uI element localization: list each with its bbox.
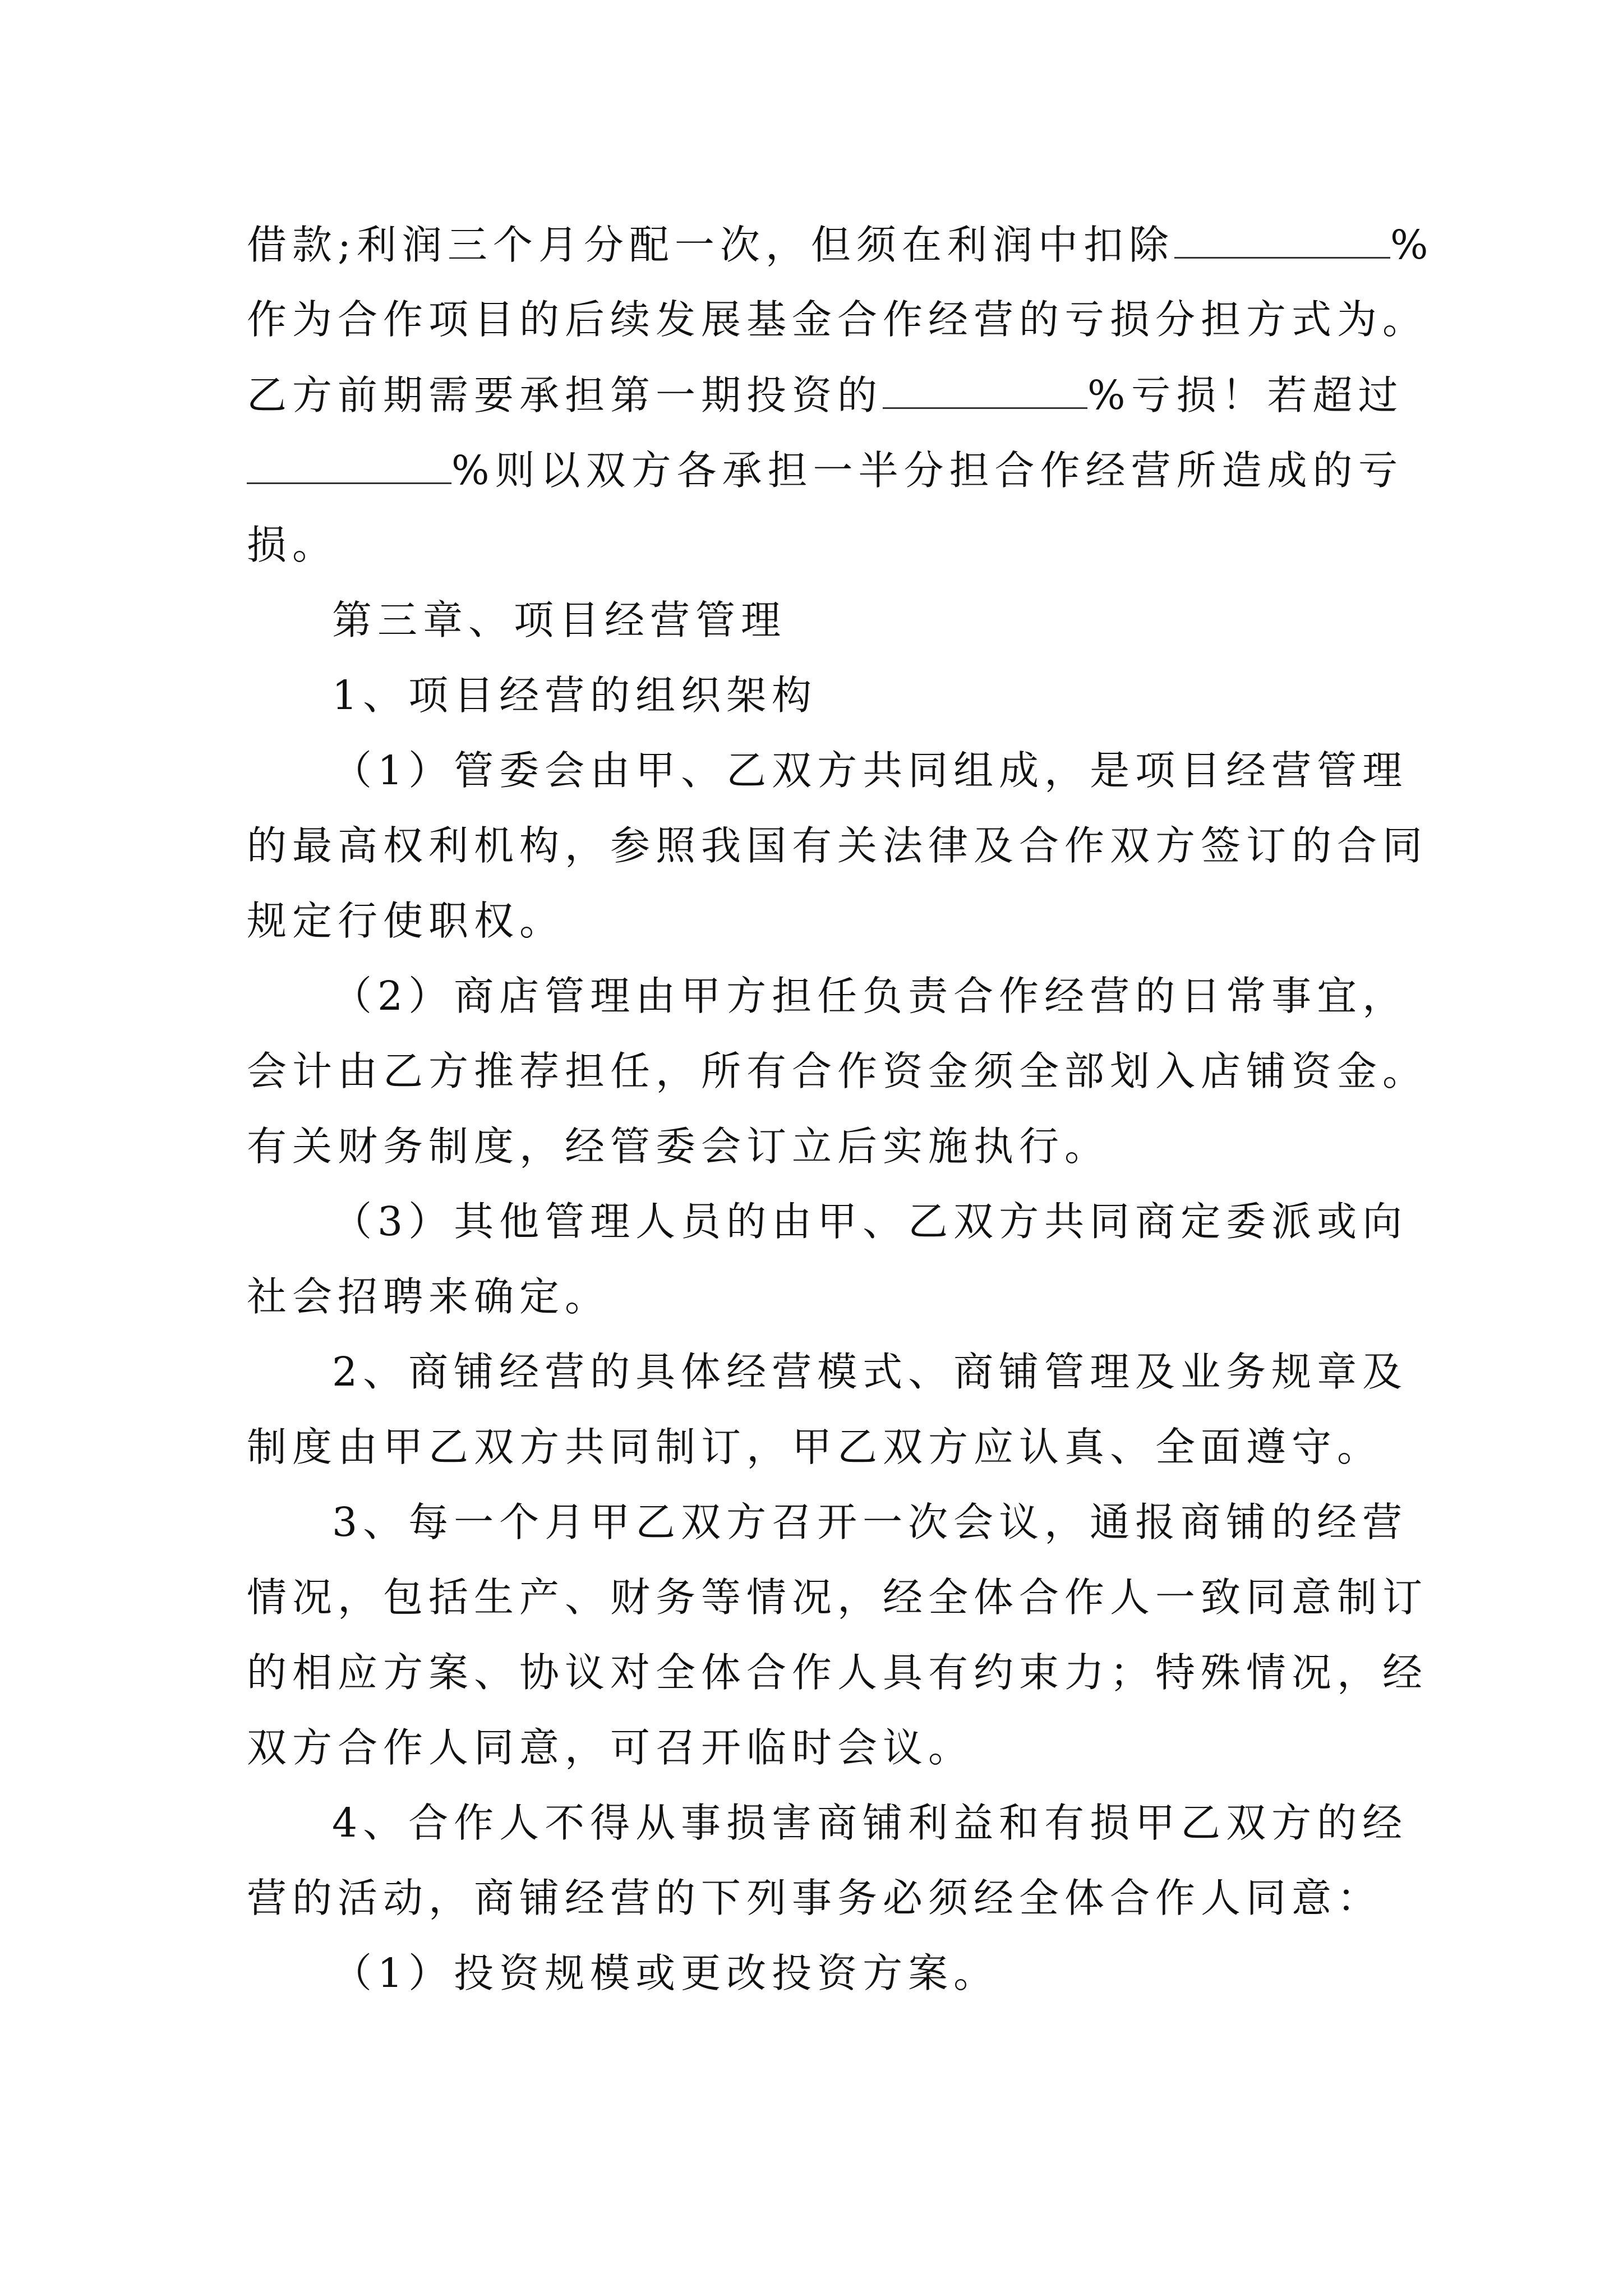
paragraph-line [247, 372, 1404, 418]
paragraph-line: 营的活动，商铺经营的下列事务必须经全体合作人同意： [247, 1875, 1383, 1921]
paragraph-line: 作为合作项目的后续发展基金合作经营的亏损分担方式为。 [247, 296, 1428, 343]
text-fragment: 乙方前期需要承担第一期投资的 [247, 372, 883, 418]
paragraph-line: 3、每一个月甲乙双方召开一次会议，通报商铺的经营 [332, 1499, 1408, 1545]
fill-in-blank[interactable] [1174, 224, 1390, 259]
paragraph-line: 情况，包括生产、财务等情况，经全体合作人一致同意制订 [247, 1574, 1428, 1621]
paragraph-line: 2、商铺经营的具体经营模式、商铺管理及业务规章及 [332, 1349, 1408, 1395]
list-item-line: （2）商店管理由甲方担任负责合作经营的日常事宜， [332, 973, 1408, 1019]
paragraph-line [247, 222, 1434, 268]
paragraph-line: 4、合作人不得从事损害商铺利益和有损甲乙双方的经 [332, 1800, 1408, 1846]
paragraph-line: 损。 [247, 522, 338, 568]
list-item-line: 会计由乙方推荐担任，所有合作资金须全部划入店铺资金。 [247, 1048, 1428, 1094]
paragraph-line: 的相应方案、协议对全体合作人具有约束力；特殊情况，经 [247, 1649, 1428, 1696]
paragraph-line [247, 447, 1404, 494]
chapter-heading: 第三章、项目经营管理 [332, 597, 787, 643]
list-item-line: 有关财务制度，经管委会订立后实施执行。 [247, 1123, 1110, 1170]
list-item-line: 规定行使职权。 [247, 898, 565, 944]
text-fragment: %则以双方各承担一半分担合作经营所造成的亏 [451, 447, 1404, 494]
list-item-line: 的最高权利机构，参照我国有关法律及合作双方签订的合同 [247, 822, 1428, 869]
paragraph-line: 制度由甲乙双方共同制订，甲乙双方应认真、全面遵守。 [247, 1424, 1383, 1470]
list-item-line: （1）管委会由甲、乙双方共同组成，是项目经营管理 [332, 747, 1408, 794]
paragraph-line: 双方合作人同意，可召开临时会议。 [247, 1724, 974, 1771]
list-item-line: （3）其他管理人员的由甲、乙双方共同商定委派或向 [332, 1198, 1408, 1245]
text-fragment: % [1390, 222, 1434, 268]
text-fragment: %亏损！若超过 [1087, 372, 1404, 418]
text-fragment: 借款;利润三个月分配一次，但须在利润中扣除 [247, 222, 1174, 268]
list-item-line: （1）投资规模或更改投资方案。 [332, 1950, 999, 1996]
list-item-line: 社会招聘来确定。 [247, 1273, 611, 1320]
fill-in-blank[interactable] [883, 375, 1087, 409]
fill-in-blank[interactable] [247, 450, 451, 484]
section-heading: 1、项目经营的组织架构 [332, 672, 818, 719]
